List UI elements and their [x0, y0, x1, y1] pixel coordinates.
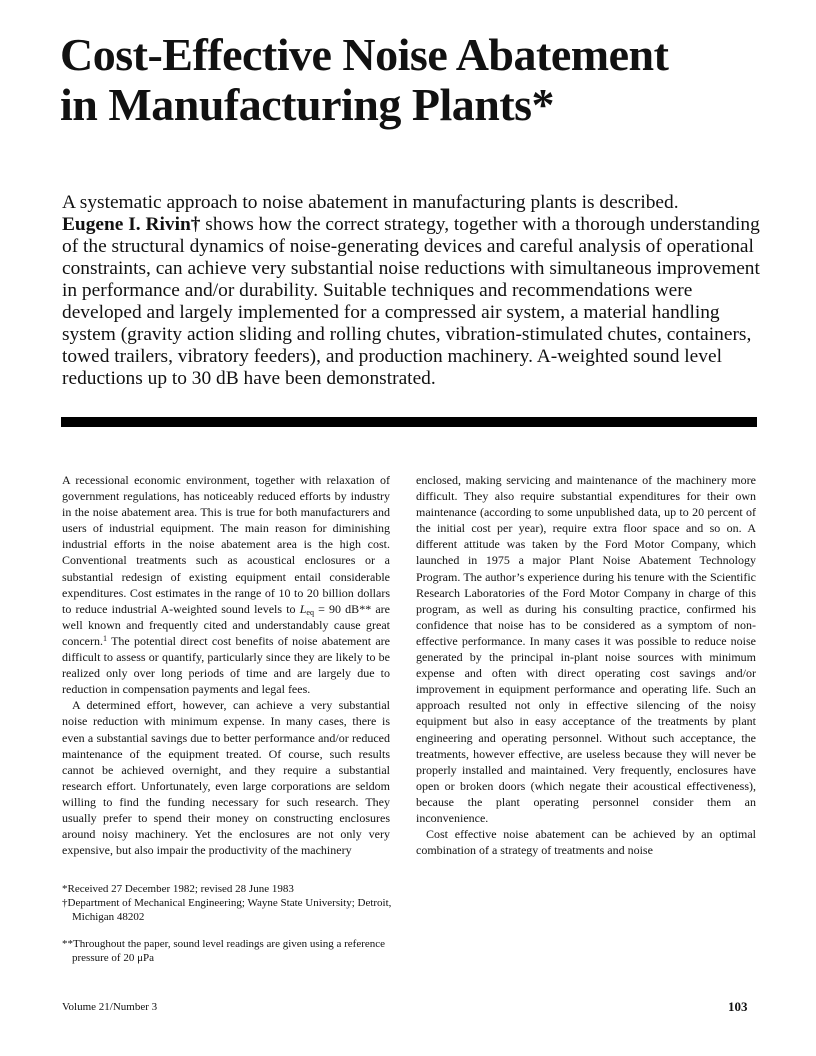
p1-text-a: A recessional economic environment, together with relaxation of government regulations, has noticeably reduced efforts by industry in the noise abatement area. This is true for both manufacturers and users of industrial equipment. The main reason for diminishing industrial efforts in the noise abatement area is the high cost. Conventional treatments such as acoustical enclosures or a substantial redesign of existing equipment entail considerable expenditures. Cost estimates in the range of 10 to 20 billion dollars to reduce industrial A-weighted sound levels to	[62, 473, 390, 616]
abstract-intro: A systematic approach to noise abatement in manufacturing plants is described.	[62, 192, 679, 213]
body-column-right	[416, 472, 756, 858]
p1-text-c: The potential direct cost benefits of noise abatement are difficult to assess or quantify, particularly since they are likely to be realized only over long periods of time and are largely due to reduction in compensation payments and legal fees.	[62, 633, 390, 697]
body-paragraph-3: Cost effective noise abatement can be achieved by an optimal combination of a strategy of treatments and noise	[416, 827, 756, 858]
p1-text-b: = 90 dB** are well known and frequently cited and understandably cause great concern.	[62, 601, 390, 648]
page-number: 103	[728, 999, 748, 1014]
footnote-received: *Received 27 December 1982; revised 28 June 1983	[62, 883, 294, 895]
body-paragraph-2: A determined effort, however, can achieve a very substantial noise reduction with minimum expense. In many cases, there is even a substantial savings due to better performance and/or reduced maintenance of the equipment treated. Of course, such results cannot be achieved overnight, and they require a substantial research effort. Unfortunately, even large corporations are seldom willing to find the funding necessary for such research. They usually prefer to spend their money on constructing enclosures around noisy machinery. Yet the enclosures are not only very expensive, but also impair the productivity of the machinery	[62, 698, 390, 858]
abstract	[62, 192, 762, 390]
eq-symbol: L	[299, 601, 307, 616]
footnote-affiliation: †Department of Mechanical Engineering; Wayne State University; Detroit, Michigan 48202	[62, 897, 392, 923]
title-line-2: in Manufacturing Plants*	[60, 79, 555, 130]
footnotes	[62, 882, 392, 965]
section-divider	[61, 417, 757, 427]
body-paragraph-1	[62, 472, 390, 697]
body-column-left	[62, 472, 390, 858]
body-paragraph-2-continued: enclosed, making servicing and maintenance of the machinery more difficult. They also require substantial expenditures for their own maintenance (according to some unpublished data, up to 20 percent of the initial cost per year), require extra floor space and so on. A different attitude was taken by the Ford Motor Company, which launched in 1975 a major Plant Noise Abatement Technology Program. The author’s experience during his tenure with the Scientific Research Laboratories of the Ford Motor Company in charge of this program, as well as during his consulting practice, confirmed his confidence that noise has to be considered as a symptom of non-effective performance. In many cases it was possible to reduce noise generated by the principal in-plant noise sources with minimum expense and often with direct operating cost savings and/or improvement in equipment performance and operating life. Such an approach resulted not only in effective silencing of the noisy equipment but also in easy acceptance of the treatments by plant engineering and operating personnel. Without such acceptance, the treatments, however effective, are useless because they will never be properly installed and maintained. Very frequently, enclosures have open or broken doors (which negate their acoustical effectiveness), because the plant operating personnel consider them an inconvenience.	[416, 473, 756, 825]
title-line-1: Cost-Effective Noise Abatement	[60, 29, 669, 80]
footnote-reference-pressure: **Throughout the paper, sound level readings are given using a reference pressure of 20 μPa	[62, 938, 386, 964]
reference-marker: 1	[102, 633, 107, 643]
author-name: Eugene I. Rivin†	[62, 214, 201, 235]
eq-subscript: eq	[306, 607, 314, 617]
volume-label: Volume 21/Number 3	[62, 1001, 158, 1013]
article-title	[60, 30, 780, 130]
abstract-body: shows how the correct strategy, together with a thorough understanding of the structural dynamics of noise-generating devices and careful analysis of operational constraints, can achieve very substantial noise reductions with simultaneous improvement in performance and/or durability. Suitable techniques and recommendations were developed and largely implemented for a compressed air system, a material handling system (gravity action sliding and rolling chutes, vibration-stimulated chutes, containers, towed trailers, vibratory feeders), and production machinery. A-weighted sound level reductions up to 30 dB have been demonstrated.	[62, 214, 760, 389]
